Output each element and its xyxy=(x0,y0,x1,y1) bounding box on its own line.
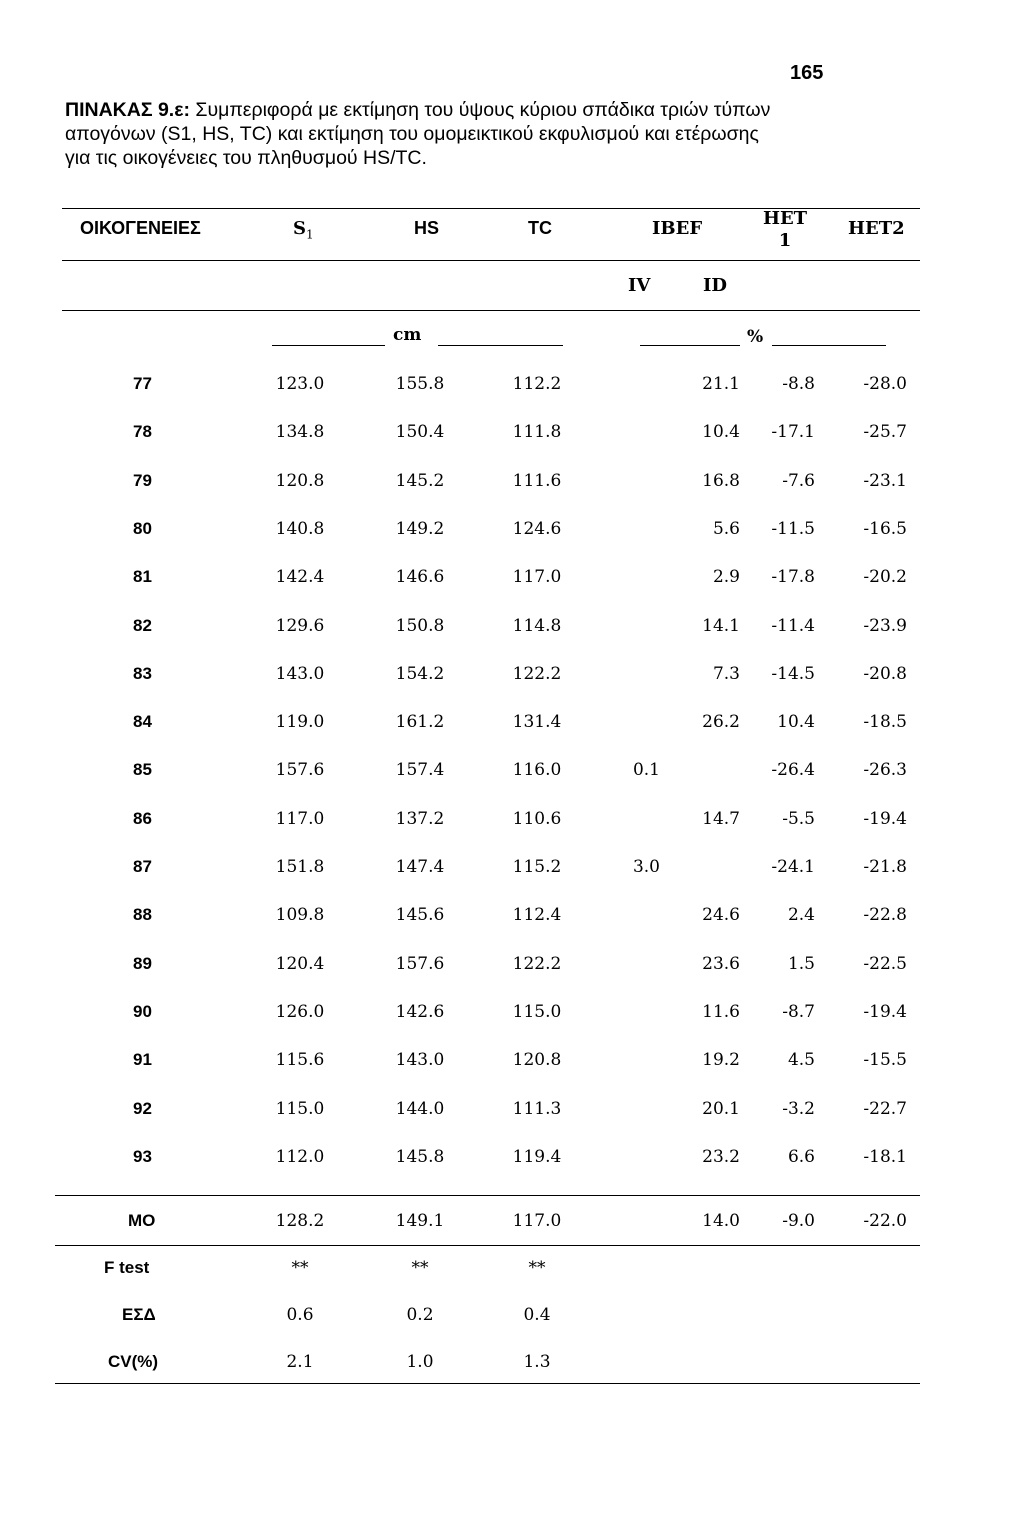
cell-id: 16.8 xyxy=(702,471,740,491)
cell-het1: -11.4 xyxy=(771,616,815,636)
cell-het1: -3.2 xyxy=(782,1099,815,1119)
caption-line-2: απογόνων (S1, HS, TC) και εκτίμηση του ομομεικτικού εκφυλισμού και ετέρωσης xyxy=(65,123,759,145)
mo-label: ΜΟ xyxy=(128,1211,156,1230)
cell-het1: 1.5 xyxy=(787,954,815,974)
page-number: 165 xyxy=(790,62,824,84)
cell-het1: -24.1 xyxy=(771,857,815,877)
cm-line-right xyxy=(438,345,563,346)
cell-s1: 151.8 xyxy=(275,857,325,877)
cell-het1: -14.5 xyxy=(771,664,815,684)
caption-line-3: για τις οικογένειες του πληθυσμού HS/TC. xyxy=(65,147,427,169)
cell-tc: 110.6 xyxy=(512,809,562,829)
cell-het2: -18.5 xyxy=(863,712,907,732)
cell-tc: 120.8 xyxy=(512,1050,562,1070)
cell-s1: 115.0 xyxy=(275,1099,325,1119)
cell-het1: 2.4 xyxy=(787,905,815,925)
cv-label: CV(%) xyxy=(108,1352,159,1371)
cell-fam: 81 xyxy=(133,567,152,586)
cell-id: 14.7 xyxy=(702,809,740,829)
cell-fam: 89 xyxy=(133,954,152,973)
cell-fam: 88 xyxy=(133,905,152,924)
cell-het2: -22.7 xyxy=(863,1099,907,1119)
mo-hs: 149.1 xyxy=(395,1211,445,1231)
cell-het1: -8.7 xyxy=(782,1002,815,1022)
cell-het2: -25.7 xyxy=(863,422,907,442)
cell-id: 24.6 xyxy=(702,905,740,925)
cell-het2: -21.8 xyxy=(863,857,907,877)
cell-hs: 161.2 xyxy=(395,712,445,732)
cv-tc: 1.3 xyxy=(523,1352,551,1372)
cell-tc: 122.2 xyxy=(512,664,562,684)
cell-het1: -17.8 xyxy=(771,567,815,587)
cell-hs: 150.8 xyxy=(395,616,445,636)
cell-tc: 111.3 xyxy=(512,1099,562,1119)
pct-line-left xyxy=(640,345,740,346)
header-s1-label: S xyxy=(293,218,306,239)
cell-hs: 157.6 xyxy=(395,954,445,974)
cell-het1: -7.6 xyxy=(782,471,815,491)
cell-fam: 78 xyxy=(133,422,152,441)
header-id: ID xyxy=(703,275,728,296)
cell-tc: 131.4 xyxy=(512,712,562,732)
cell-het2: -19.4 xyxy=(863,809,907,829)
cell-s1: 109.8 xyxy=(275,905,325,925)
cell-het2: -16.5 xyxy=(863,519,907,539)
cell-hs: 142.6 xyxy=(395,1002,445,1022)
cell-hs: 145.6 xyxy=(395,905,445,925)
cell-het1: -5.5 xyxy=(782,809,815,829)
cell-id: 2.9 xyxy=(712,567,740,587)
cell-hs: 143.0 xyxy=(395,1050,445,1070)
cell-id: 23.2 xyxy=(702,1147,740,1167)
cell-tc: 115.2 xyxy=(512,857,562,877)
caption-text-1: Συμπεριφορά με εκτίμηση του ύψους κύριου σπάδικα τριών τύπων xyxy=(195,99,771,121)
ftest-tc: ** xyxy=(528,1258,546,1278)
cell-het2: -23.9 xyxy=(863,616,907,636)
cell-fam: 77 xyxy=(133,374,152,393)
cell-hs: 149.2 xyxy=(395,519,445,539)
cell-fam: 86 xyxy=(133,809,152,828)
cell-hs: 150.4 xyxy=(395,422,445,442)
cell-s1: 157.6 xyxy=(275,760,325,780)
cell-id: 14.1 xyxy=(702,616,740,636)
esd-hs: 0.2 xyxy=(406,1305,434,1325)
cell-fam: 90 xyxy=(133,1002,152,1021)
cell-het2: -23.1 xyxy=(863,471,907,491)
caption-line-1 xyxy=(65,98,965,122)
cell-het1: 10.4 xyxy=(777,712,815,732)
ftest-hs: ** xyxy=(411,1258,429,1278)
cell-tc: 112.4 xyxy=(512,905,562,925)
ftest-s1: ** xyxy=(291,1258,309,1278)
cell-fam: 80 xyxy=(133,519,152,538)
header-het2: HET2 xyxy=(848,218,905,239)
summary-mid-rule xyxy=(55,1245,920,1246)
cell-tc: 111.6 xyxy=(512,471,562,491)
cell-fam: 93 xyxy=(133,1147,152,1166)
ftest-label: F test xyxy=(104,1258,150,1277)
unit-percent: % xyxy=(747,327,764,347)
cell-fam: 87 xyxy=(133,857,152,876)
cell-s1: 117.0 xyxy=(275,809,325,829)
header-s1-sub: 1 xyxy=(306,227,314,242)
cell-s1: 115.6 xyxy=(275,1050,325,1070)
cell-tc: 116.0 xyxy=(512,760,562,780)
cell-het2: -20.2 xyxy=(863,567,907,587)
cell-tc: 124.6 xyxy=(512,519,562,539)
mo-id: 14.0 xyxy=(702,1211,740,1231)
cell-tc: 111.8 xyxy=(512,422,562,442)
table-caption xyxy=(65,98,965,170)
cm-line-left xyxy=(272,345,385,346)
cell-s1: 120.8 xyxy=(275,471,325,491)
cell-id: 10.4 xyxy=(702,422,740,442)
cell-het1: -8.8 xyxy=(782,374,815,394)
cell-het2: -15.5 xyxy=(863,1050,907,1070)
cell-het1: 4.5 xyxy=(787,1050,815,1070)
cell-het1: 6.6 xyxy=(787,1147,815,1167)
cell-het2: -28.0 xyxy=(863,374,907,394)
table-bottom-rule xyxy=(55,1383,920,1384)
cell-iv: 3.0 xyxy=(632,857,660,877)
cell-tc: 112.2 xyxy=(512,374,562,394)
subheader-rule xyxy=(62,310,920,311)
mo-s1: 128.2 xyxy=(275,1211,325,1231)
cell-id: 26.2 xyxy=(702,712,740,732)
cv-hs: 1.0 xyxy=(406,1352,434,1372)
cv-s1: 2.1 xyxy=(286,1352,314,1372)
header-het1 xyxy=(760,208,810,252)
cell-fam: 92 xyxy=(133,1099,152,1118)
cell-s1: 134.8 xyxy=(275,422,325,442)
cell-het2: -18.1 xyxy=(863,1147,907,1167)
cell-hs: 147.4 xyxy=(395,857,445,877)
cell-s1: 140.8 xyxy=(275,519,325,539)
cell-id: 20.1 xyxy=(702,1099,740,1119)
cell-hs: 145.2 xyxy=(395,471,445,491)
cell-s1: 142.4 xyxy=(275,567,325,587)
cell-s1: 112.0 xyxy=(275,1147,325,1167)
cell-s1: 119.0 xyxy=(275,712,325,732)
summary-top-rule xyxy=(55,1195,920,1196)
cell-s1: 123.0 xyxy=(275,374,325,394)
header-iv: IV xyxy=(628,275,651,296)
cell-het1: -11.5 xyxy=(771,519,815,539)
cell-id: 7.3 xyxy=(712,664,740,684)
cell-s1: 143.0 xyxy=(275,664,325,684)
header-families: ΟΙΚΟΓΕΝΕΙΕΣ xyxy=(80,218,201,238)
esd-s1: 0.6 xyxy=(286,1305,314,1325)
cell-fam: 84 xyxy=(133,712,152,731)
cell-hs: 155.8 xyxy=(395,374,445,394)
cell-hs: 144.0 xyxy=(395,1099,445,1119)
esd-tc: 0.4 xyxy=(523,1305,551,1325)
cell-id: 11.6 xyxy=(702,1002,740,1022)
cell-s1: 126.0 xyxy=(275,1002,325,1022)
cell-het1: -17.1 xyxy=(771,422,815,442)
cell-hs: 154.2 xyxy=(395,664,445,684)
cell-tc: 114.8 xyxy=(512,616,562,636)
cell-id: 5.6 xyxy=(712,519,740,539)
cell-id: 21.1 xyxy=(702,374,740,394)
unit-cm: cm xyxy=(393,325,422,345)
cell-tc: 117.0 xyxy=(512,567,562,587)
cell-tc: 122.2 xyxy=(512,954,562,974)
cell-fam: 85 xyxy=(133,760,152,779)
header-het1-top: HET xyxy=(762,208,808,229)
caption-label: ΠΙΝΑΚΑΣ 9.ε: xyxy=(65,99,190,121)
cell-s1: 120.4 xyxy=(275,954,325,974)
header-tc: TC xyxy=(528,218,552,238)
cell-tc: 115.0 xyxy=(512,1002,562,1022)
cell-fam: 83 xyxy=(133,664,152,683)
mo-het2: -22.0 xyxy=(863,1211,907,1231)
cell-het2: -20.8 xyxy=(863,664,907,684)
cell-fam: 91 xyxy=(133,1050,152,1069)
header-ibef: IBEF xyxy=(652,218,703,239)
cell-het2: -26.3 xyxy=(863,760,907,780)
cell-id: 23.6 xyxy=(702,954,740,974)
cell-iv: 0.1 xyxy=(632,760,660,780)
mo-het1: -9.0 xyxy=(782,1211,815,1231)
cell-fam: 82 xyxy=(133,616,152,635)
cell-id: 19.2 xyxy=(702,1050,740,1070)
cell-het1: -26.4 xyxy=(771,760,815,780)
header-hs: HS xyxy=(414,218,440,238)
cell-hs: 137.2 xyxy=(395,809,445,829)
header-rule xyxy=(62,260,920,261)
cell-het2: -22.8 xyxy=(863,905,907,925)
cell-fam: 79 xyxy=(133,471,152,490)
esd-label: ΕΣΔ xyxy=(122,1305,156,1324)
cell-het2: -22.5 xyxy=(863,954,907,974)
cell-hs: 145.8 xyxy=(395,1147,445,1167)
cell-hs: 157.4 xyxy=(395,760,445,780)
cell-het2: -19.4 xyxy=(863,1002,907,1022)
header-het1-bottom: 1 xyxy=(778,230,792,251)
mo-tc: 117.0 xyxy=(512,1211,562,1231)
cell-tc: 119.4 xyxy=(512,1147,562,1167)
header-s1 xyxy=(293,218,314,242)
cell-s1: 129.6 xyxy=(275,616,325,636)
pct-line-right xyxy=(772,345,886,346)
cell-hs: 146.6 xyxy=(395,567,445,587)
